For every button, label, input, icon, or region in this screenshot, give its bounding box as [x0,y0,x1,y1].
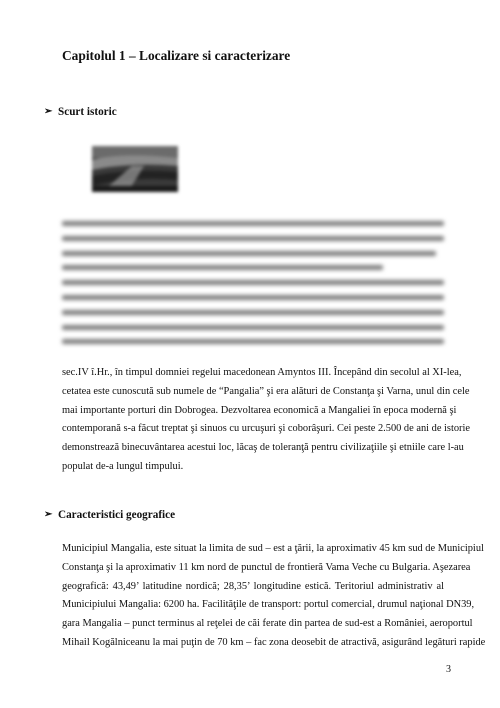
page-number: 3 [446,664,451,675]
paragraph-line: Municipiul Mangalia, este situat la limita de sud – est a ţării, la aproximativ 45 km sud de Municipiul [62,543,484,554]
paragraph-line: mai importante porturi din Dobrogea. Dezvoltarea economică a Mangaliei în epoca modernă şi [62,404,457,416]
section-heading-scurt-istoric [44,106,117,118]
paragraph-line: contemporană s-a făcut treptat şi sinuos cu urcuşuri şi coborâşuri. Cei peste 2.500 de ani de istorie [62,423,471,435]
paragraph-line: demonstrează binecuvântarea acestui loc, lăcaş de toleranţă pentru civilizaţiile şi etniile care l-au [62,442,464,454]
section-heading-label: Caracteristici geografice [58,509,176,521]
paragraph-line: populat de-a lungul timpului. [62,460,184,472]
section-heading-label: Scurt istoric [58,106,117,118]
paragraph-line: sec.IV î.Hr., în timpul domniei regelui macedonean Amyntos III. Începând din secolul al XI-lea, [62,367,462,378]
arrow-bullet-icon: ➢ [44,509,53,520]
historic-photo [92,146,178,192]
paragraph-line: gara Mangalia – punct terminus al reţelei de căi ferate din partea de sud-est a României, aeroportul [62,618,473,630]
history-paragraph [62,364,471,477]
paragraph-line: cetatea este cunoscută sub numele de “Pangalia” şi era alături de Constanţa şi Varna, unul din cele [62,385,470,397]
historic-photo-image [92,146,178,192]
arrow-bullet-icon: ➢ [44,106,53,117]
paragraph-line: Municipiului Mangalia: 6200 ha. Facilităţile de transport: portul comercial, drumul naţional DN39, [62,599,475,611]
paragraph-line: Mihail Kogălniceanu la mai puţin de 70 km – fac zona deosebit de atractivă, asigurând legături rapide [62,636,486,648]
paragraph-line: geografică: 43,49’ latitudine nordică; 28,35’ longitudine estică. Teritoriul administrativ al [62,580,444,592]
chapter-title: Capitolul 1 – Localizare si caracterizare [62,48,291,63]
geography-paragraph [62,540,486,653]
section-heading-caracteristici-geografice [44,509,175,521]
paragraph-line: Constanţa şi la aproximativ 11 km nord de punctul de frontieră Vama Veche cu Bulgaria. Aşezarea [62,561,471,573]
blurred-paragraph [62,221,444,363]
